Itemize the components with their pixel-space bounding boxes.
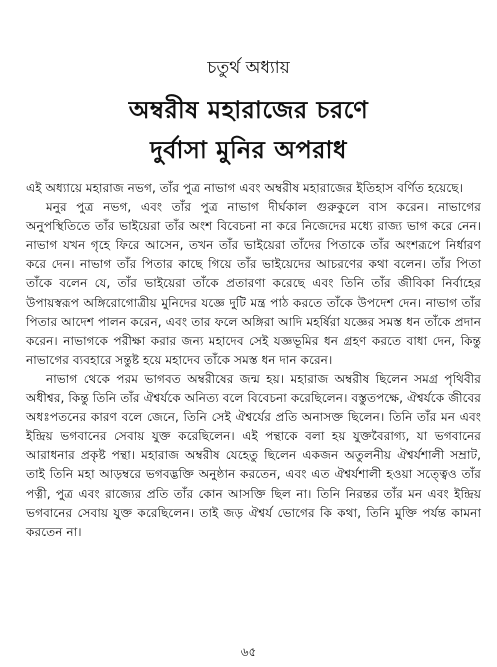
summary-paragraph: এই অধ্যায়ে মহারাজ নভগ, তাঁর পুত্র নাভাগ এবং অম্বরীষ মহারাজের ইতিহাস বর্ণিত হয়েছে। xyxy=(26,181,463,195)
paragraph-nabhaga: মনুর পুত্র নভগ, এবং তাঁর পুত্র নাভাগ দীর্ঘকাল গুরুকুলে বাস করেন। নাভাগের অনুপস্থিতিতে তাঁর ভাইয়েরা তাঁর অংশ বিবেচনা না করে নিজেদের মধ্যে রাজ্য ভাগ করে নেন। নাভাগ যখন গৃহে ফিরে আসেন, তখন তাঁর ভাইয়েরা তাঁদের পিতাকে তাঁর অংশরূপে নির্ধারণ করে দেন। নাভাগ তাঁর পিতার কাছে গিয়ে তাঁর ভাইয়েদের আচরণের কথা বলেন। তাঁর পিতা তাঁকে বলেন যে, তাঁর ভাইয়েরা তাঁকে প্রতারণা করেছে এবং তিনি তাঁর জীবিকা নির্বাহের উপায়স্বরূপ অঙ্গিরোগোত্রীয় মুনিদের যজ্ঞে দুটি মন্ত্র পাঠ করতে তাঁকে উপদেশ দেন। নাভাগ তাঁর পিতার আদেশ পালন করেন, এবং তার ফলে অঙ্গিরা আদি মহর্ষিরা যজ্ঞের সমস্ত ধন তাঁকে প্রদান করেন। নাভাগকে পরীক্ষা করার জন্য মহাদেব সেই যজ্ঞভূমির ধন গ্রহণ করতে বাধা দেন, কিন্তু নাভাগের ব্যবহারে সন্তুষ্ট হয়ে মহাদেব তাঁকে সমস্ত ধন দান করেন। xyxy=(26,200,481,367)
page-number: ৬৫ xyxy=(240,645,257,659)
title-line-1: অম্বরীষ মহারাজের চরণে xyxy=(128,96,369,124)
paragraph-ambarisha: নাভাগ থেকে পরম ভাগবত অম্বরীষের জন্ম হয়। মহারাজ অম্বরীষ ছিলেন সমগ্র পৃথিবীর অধীশ্বর, কিন্তু তিনি তাঁর ঐশ্বর্যকে অনিত্য বলে বিবেচনা করেছিলেন। বস্তুতপক্ষে, ঐশ্বর্যকে জীবের অধঃপতনের কারণ বলে জেনে, তিনি সেই ঐশ্বর্যের প্রতি অনাসক্ত ছিলেন। তিনি তাঁর মন এবং ইন্দ্রিয় ভগবানের সেবায় যুক্ত করেছিলেন। এই পন্থাকে বলা হয় যুক্তবৈরাগ্য, যা ভগবানের আরাধনার প্রকৃষ্ট পন্থা। মহারাজ অম্বরীষ যেহেতু ছিলেন একজন অতুলনীয় ঐশ্বর্যশালী সম্রাট, তাই তিনি মহা আড়ম্বরে ভগবদ্ভক্তি অনুষ্ঠান করতেন, এবং এত ঐশ্বর্যশালী হওয়া সত্ত্বেও তাঁর পত্নী, পুত্র এবং রাজ্যের প্রতি তাঁর কোন আসক্তি ছিল না। তিনি নিরন্তর তাঁর মন এবং ইন্দ্রিয় ভগবানের সেবায় যুক্ত করেছিলেন। তাই জড় ঐশ্বর্য ভোগের কি কথা, তিনি মুক্তি পর্যন্ত কামনা করতেন না। xyxy=(26,371,481,539)
chapter-body-text xyxy=(26,179,481,542)
title-line-2: দুর্বাসা মুনির অপরাধ xyxy=(150,136,347,164)
chapter-heading: চতুর্থ অধ্যায় xyxy=(207,58,290,78)
